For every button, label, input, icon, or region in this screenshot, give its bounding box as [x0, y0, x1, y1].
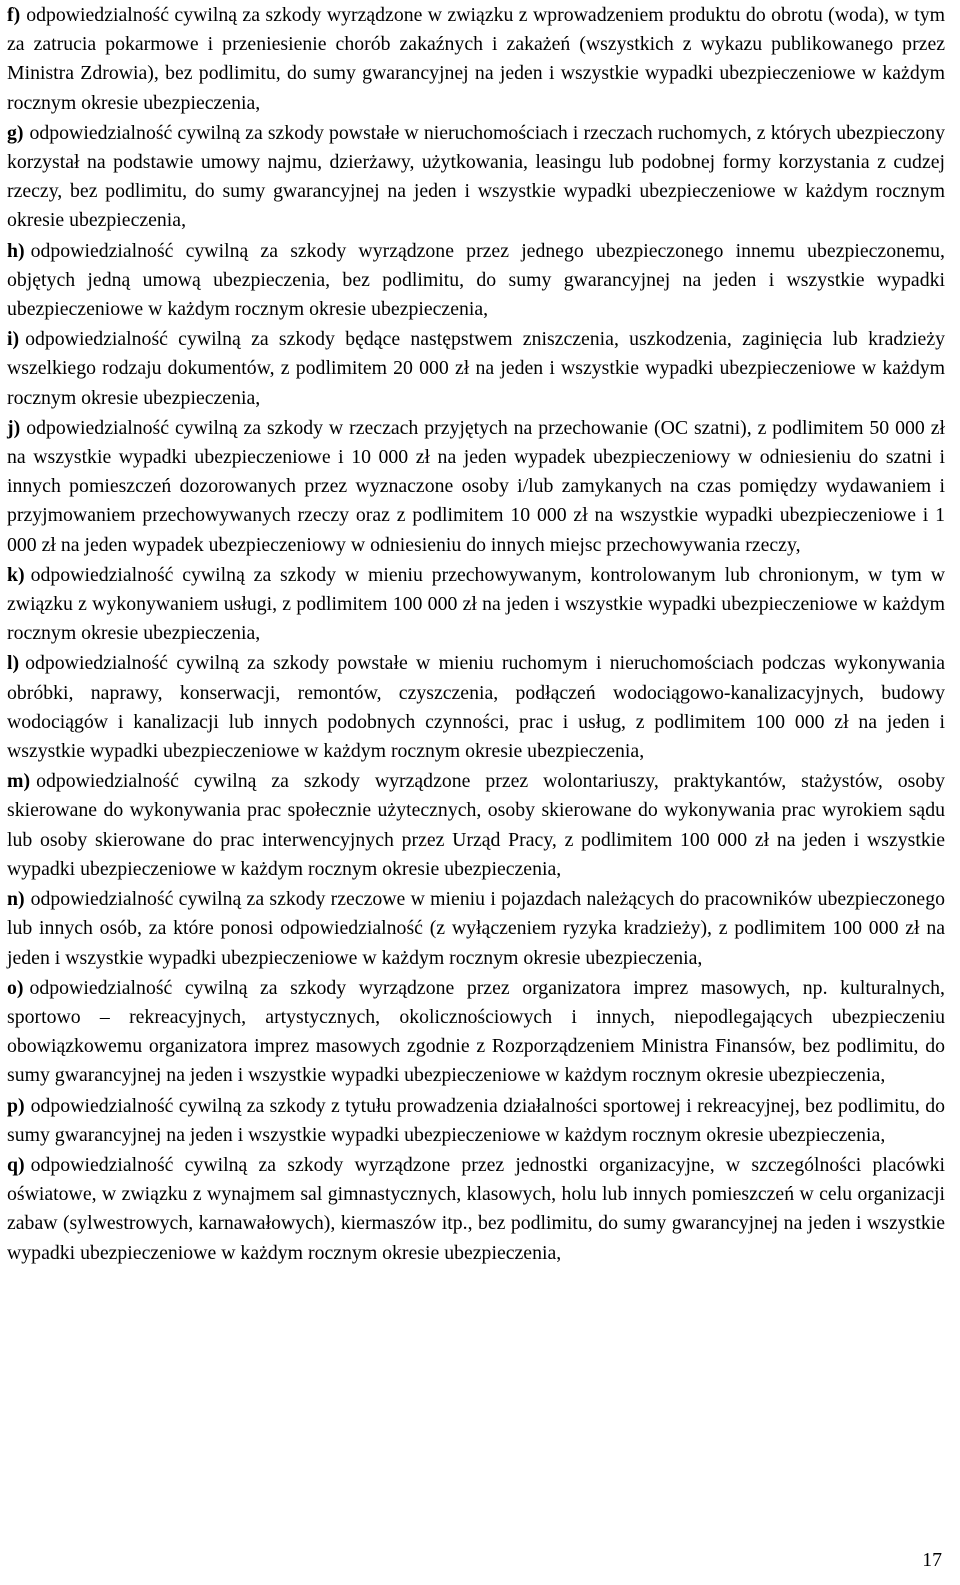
- clause-o: [7, 973, 945, 1091]
- clause-f: [7, 0, 945, 118]
- clause-marker: f): [7, 4, 21, 26]
- clause-marker: l): [7, 652, 20, 675]
- clause-l: [7, 648, 945, 766]
- clause-text: odpowiedzialność cywilną za szkody powstałe w nieruchomościach i rzeczach ruchomych, z których ubezpieczony korzystał na podstawie umowy najmu, dzierżawy, użytkowania, leasingu lub podobnej formy korzystania z cudzej rzeczy, bez podlimitu, do sumy gwarancyjnej na jeden i wszystkie wypadki ubezpieczeniowe w każdym rocznym okresie ubezpieczenia,: [7, 121, 945, 232]
- clause-text: odpowiedzialność cywilną za szkody z tytułu prowadzenia działalności sportowej i rekreacyjnej, bez podlimitu, do sumy gwarancyjnej na jeden i wszystkie wypadki ubezpieczeniowe w każdym rocznym okresie ubezpieczenia,: [7, 1094, 945, 1146]
- clause-q: [7, 1150, 945, 1268]
- document-page: [7, 0, 945, 1268]
- clause-text: odpowiedzialność cywilną za szkody w mieniu przechowywanym, kontrolowanym lub chronionym, w tym w związku z wykonywaniem usługi, z podlimitem 100 000 zł na jeden i wszystkie wypadki ubezpieczeniowe w każdym rocznym okresie ubezpieczenia,: [7, 563, 945, 645]
- clause-h: [7, 236, 945, 325]
- clause-j: [7, 413, 945, 560]
- clause-text: odpowiedzialność cywilną za szkody wyrządzone przez wolontariuszy, praktykantów, stażystów, osoby skierowane do wykonywania prac społecznie użytecznych, osoby skierowane do wykonywania prac wyrokiem sądu lub osoby skierowane do prac interwencyjnych przez Urząd Pracy, z podlimitem 100 000 zł na jeden i wszystkie wypadki ubezpieczeniowe w każdym rocznym okresie ubezpieczenia,: [7, 770, 945, 880]
- clause-marker: o): [7, 976, 24, 999]
- clause-marker: m): [7, 770, 31, 793]
- clause-marker: q): [7, 1153, 25, 1176]
- clause-marker: k): [7, 563, 25, 586]
- clause-k: [7, 560, 945, 649]
- clause-marker: n): [7, 888, 25, 911]
- clause-n: [7, 884, 945, 973]
- clause-text: odpowiedzialność cywilną za szkody wyrządzone przez organizatora imprez masowych, np. kulturalnych, sportowo – rekreacyjnych, artystycznych, okolicznościowych i innych, niepodlegających ubezpieczeniu obowiązkowemu organizatora imprez masowych zgodnie z Rozporządzeniem Ministra Finansów, bez podlimitu, do sumy gwarancyjnej na jeden i wszystkie wypadki ubezpieczeniowe w każdym rocznym okresie ubezpieczenia,: [7, 976, 945, 1087]
- clause-marker: p): [7, 1094, 25, 1117]
- clause-marker: i): [7, 328, 20, 351]
- clause-text: odpowiedzialność cywilną za szkody wyrządzone w związku z wprowadzeniem produktu do obrotu (woda), w tym za zatrucia pokarmowe i przeniesienie chorób zakaźnych i zakażeń (wszystkich z wykazu publikowanego przez Ministra Zdrowia), bez podlimitu, do sumy gwarancyjnej na jeden i wszystkie wypadki ubezpieczeniowe w każdym rocznym okresie ubezpieczenia,: [7, 4, 945, 114]
- clause-marker: h): [7, 239, 25, 262]
- page-number: 17: [922, 1549, 942, 1571]
- clause-g: [7, 118, 945, 236]
- clause-text: odpowiedzialność cywilną za szkody wyrządzone przez jednego ubezpieczonego innemu ubezpieczonemu, objętych jedną umową ubezpieczenia, bez podlimitu, do sumy gwarancyjnej na jeden i wszystkie wypadki ubezpieczeniowe w każdym rocznym okresie ubezpieczenia,: [7, 239, 945, 321]
- clause-text: odpowiedzialność cywilną za szkody powstałe w mieniu ruchomym i nieruchomościach podczas wykonywania obróbki, naprawy, konserwacji, remontów, czyszczenia, podłączeń wodociągowo-kanalizacyjnych, budowy wodociągów i kanalizacji lub innych podobnych czynności, prac i usług, z podlimitem 100 000 zł na jeden i wszystkie wypadki ubezpieczeniowe w każdym rocznym okresie ubezpieczenia,: [7, 652, 945, 763]
- clause-text: odpowiedzialność cywilną za szkody będące następstwem zniszczenia, uszkodzenia, zaginięcia lub kradzieży wszelkiego rodzaju dokumentów, z podlimitem 20 000 zł na jeden i wszystkie wypadki ubezpieczeniowe w każdym rocznym okresie ubezpieczenia,: [7, 328, 945, 409]
- clause-p: [7, 1091, 945, 1150]
- clause-i: [7, 324, 945, 413]
- clause-marker: g): [7, 121, 24, 144]
- clause-text: odpowiedzialność cywilną za szkody rzeczowe w mieniu i pojazdach należących do pracowników ubezpieczonego lub innych osób, za które ponosi odpowiedzialność (z wyłączeniem ryzyka kradzieży), z podlimitem 100 000 zł na jeden i wszystkie wypadki ubezpieczeniowe w każdym rocznym okresie ubezpieczenia,: [7, 888, 945, 969]
- clause-text: odpowiedzialność cywilną za szkody w rzeczach przyjętych na przechowanie (OC szatni), z podlimitem 50 000 zł na wszystkie wypadki ubezpieczeniowe i 10 000 zł na jeden wypadek ubezpieczeniowy w odniesieniu do szatni i innych pomieszczeń dozorowanych przez wyznaczone osoby i/lub zamykanych na czas pomiędzy wydawaniem i przyjmowaniem przechowywanych rzeczy oraz z podlimitem 10 000 zł na wszystkie wypadki ubezpieczeniowe i 1 000 zł na jeden wypadek ubezpieczeniowy w odniesieniu do innych miejsc przechowywania rzeczy,: [7, 416, 945, 556]
- clause-text: odpowiedzialność cywilną za szkody wyrządzone przez jednostki organizacyjne, w szczególności placówki oświatowe, w związku z wynajmem sal gimnastycznych, klasowych, holu lub innych pomieszczeń w celu organizacji zabaw (sylwestrowych, karnawałowych), kiermaszów itp., bez podlimitu, do sumy gwarancyjnej na jeden i wszystkie wypadki ubezpieczeniowe w każdym rocznym okresie ubezpieczenia,: [7, 1153, 945, 1264]
- clause-m: [7, 766, 945, 884]
- clause-marker: j): [7, 416, 21, 439]
